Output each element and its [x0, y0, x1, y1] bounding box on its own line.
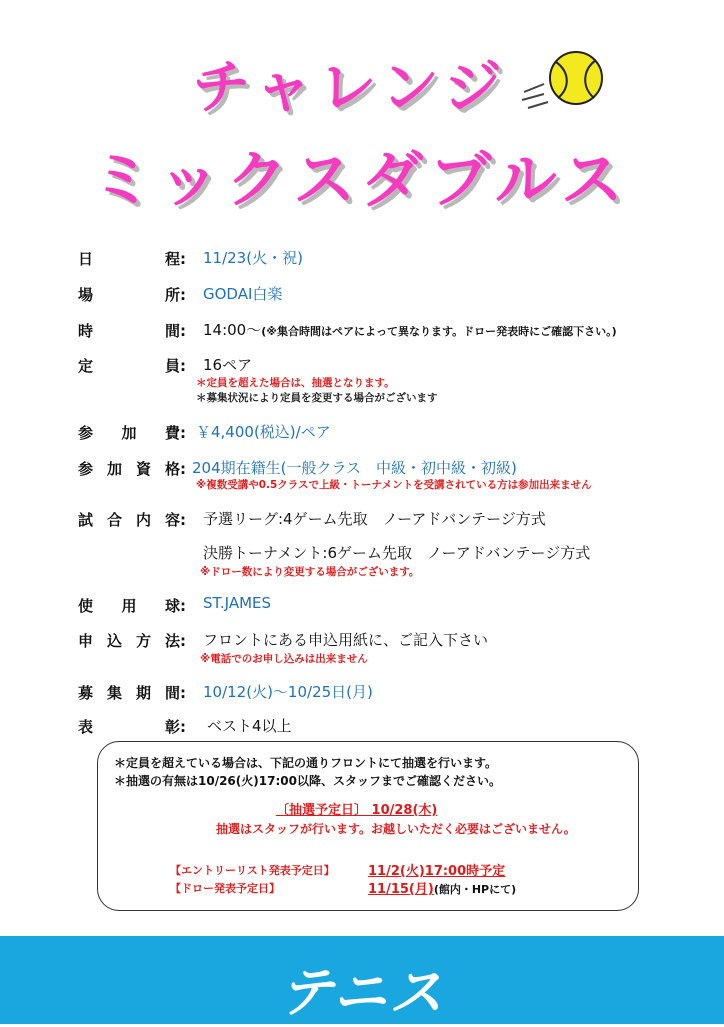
- footer-banner: [0, 936, 724, 1024]
- value-format-final: 決勝トーナメント:6ゲーム先取 ノーアドバンテージ方式: [203, 544, 591, 562]
- label-capacity: 定 員:: [78, 357, 186, 375]
- value-award: ベスト4以上: [207, 717, 292, 735]
- format-note: ※ドロー数により変更する場合がございます。: [200, 566, 420, 578]
- row-ball: [0, 593, 724, 617]
- draw-date: 11/15(月): [368, 882, 434, 897]
- draw-date-line: [368, 878, 516, 897]
- value-date: 11/23(火・祝): [203, 249, 303, 267]
- value-apply: フロントにある申込用紙に、ご記入下さい: [203, 631, 489, 649]
- value-fee: ￥4,400(税込)/ペア: [196, 423, 331, 441]
- label-apply: 申 込 方 法:: [78, 632, 186, 650]
- value-capacity: 16ペア: [203, 356, 253, 374]
- label-place: 場 所:: [78, 286, 186, 304]
- row-fee: [0, 420, 724, 444]
- eligibility-note: ※複数受講や0.5クラスで上級・トーナメントを受講されている方は参加出来ません: [196, 479, 592, 491]
- row-format: [0, 507, 724, 531]
- value-period: 10/12(火)〜10/25日(月): [203, 683, 373, 701]
- entry-list-date: 11/2(火)17:00時予定: [368, 864, 506, 879]
- value-place: GODAI白楽: [203, 285, 283, 303]
- label-period: 募 集 期 間:: [78, 684, 186, 702]
- row-period: [0, 680, 724, 704]
- row-capacity: [0, 353, 724, 377]
- row-time: [0, 318, 724, 342]
- lottery-info-box: [97, 741, 639, 911]
- draw-note: (館内・HPにて): [433, 883, 517, 896]
- row-place: [0, 282, 724, 306]
- label-time: 時 間:: [78, 322, 186, 340]
- footer-text: テニス: [279, 961, 445, 1024]
- lottery-date: 〔抽選予定日〕 10/28(木): [276, 803, 438, 818]
- title-line-1: チャレンジ: [192, 53, 508, 121]
- row-award: [0, 714, 724, 738]
- label-format: 試 合 内 容:: [78, 511, 186, 529]
- row-apply: [0, 628, 724, 652]
- lottery-note: 抽選はスタッフが行います。お越しいただく必要はございません。: [216, 822, 576, 836]
- label-eligibility: 参 加 資 格:: [78, 460, 186, 478]
- tennis-ball-icon: [518, 48, 610, 118]
- label-date: 日 程:: [78, 250, 186, 268]
- title-line-2: ミックスダブルス: [91, 143, 629, 216]
- entry-list-label: 【エントリーリスト発表予定日】: [170, 864, 335, 877]
- label-fee: 参 加 費:: [78, 424, 186, 442]
- value-time: 14:00〜(※集合時間はペアによって異なります。ドロー発表時にご確認下さい。): [203, 321, 617, 339]
- capacity-note-1: ＊定員を超えた場合は、抽選となります。: [196, 377, 395, 389]
- value-format-prelim: 予選リーグ:4ゲーム先取 ノーアドバンテージ方式: [203, 510, 546, 528]
- value-eligibility: 204期在籍生(一般クラス 中級・初中級・初級): [192, 459, 517, 477]
- box-line-1: ＊定員を超えている場合は、下記の通りフロントにて抽選を行います。: [114, 756, 498, 770]
- apply-note: ※電話でのお申し込みは出来ません: [200, 653, 368, 665]
- label-ball: 使 用 球:: [78, 597, 186, 615]
- box-line-2: ＊抽選の有無は10/26(火)17:00以降、スタッフまでご確認ください。: [114, 774, 501, 788]
- time-note: (※集合時間はペアによって異なります。ドロー発表時にご確認下さい。): [261, 325, 617, 338]
- draw-label: 【ドロー発表予定日】: [170, 882, 280, 895]
- value-ball: ST.JAMES: [203, 594, 272, 612]
- row-date: [0, 246, 724, 270]
- label-award: 表 彰:: [78, 718, 186, 736]
- capacity-note-2: ＊募集状況により定員を変更する場合がございます: [196, 392, 438, 404]
